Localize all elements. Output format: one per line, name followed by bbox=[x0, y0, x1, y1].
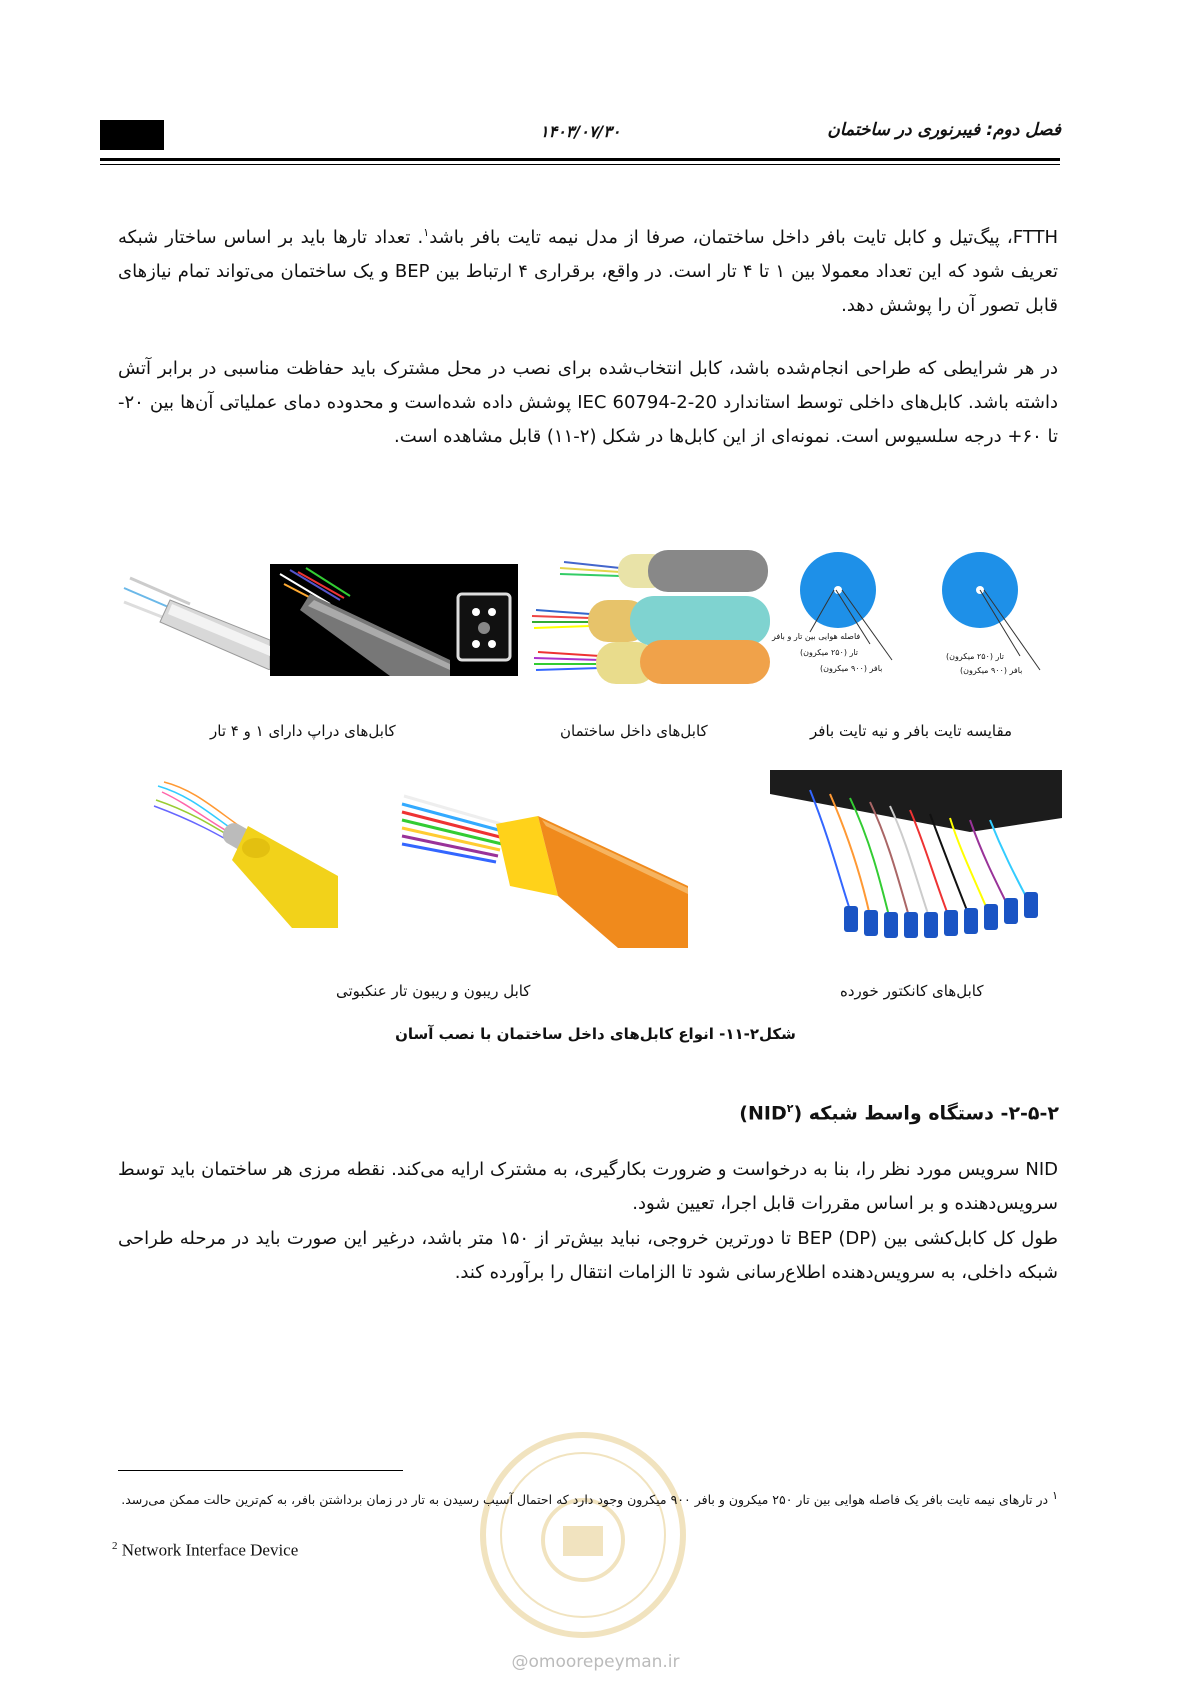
label-fiber-right: تار (۲۵۰ میکرون) bbox=[946, 652, 1005, 661]
paragraph-text: FTTH، پیگ‌تیل و کابل تایت بافر داخل ساختمان، صرفا از مدل نیمه تایت بافر باشد bbox=[429, 227, 1058, 248]
drop-cable-1-fiber-image bbox=[120, 560, 270, 670]
heading-text-close: ) bbox=[739, 1102, 748, 1125]
label-buffer-left: بافر (۹۰۰ میکرون) bbox=[820, 664, 883, 673]
footnote-1 bbox=[118, 1484, 1058, 1512]
publisher-seal-watermark bbox=[478, 1430, 688, 1640]
site-watermark: @omoorepeyman.ir bbox=[511, 1652, 680, 1672]
footnote-ref-1[interactable]: ۱ bbox=[423, 226, 430, 239]
drop-cable-4-fiber-image bbox=[270, 564, 518, 676]
caption-ribbon-cables: کابل ریبون و ریبون تار عنکبوتی bbox=[336, 982, 531, 1000]
footnote-ref-2[interactable]: ۲ bbox=[786, 1102, 794, 1115]
footnote-1-text: در تارهای نیمه تایت بافر یک فاصله هوایی بین تار ۲۵۰ میکرون و بافر ۹۰۰ میکرون وجود دارد که احتمال آسیب رسیدن به تار در زمان برداشتن بافر، به کم‌ترین حالت ممکن می‌رسد. bbox=[121, 1492, 1049, 1508]
caption-connector-cables: کابل‌های کانکتور خورده bbox=[840, 982, 984, 1000]
figure-title: شکل۲-۱۱- انواع کابل‌های داخل ساختمان با نصب آسان bbox=[395, 1025, 796, 1043]
buffer-comparison-image bbox=[790, 548, 1060, 682]
connectorized-cable-image bbox=[770, 770, 1062, 940]
label-gap: فاصله هوایی بین تار و بافر bbox=[772, 632, 861, 641]
caption-buffer-comparison: مقایسه تایت بافر و نیه تایت بافر bbox=[810, 722, 1013, 740]
heading-text: ۲-۵-۲- دستگاه واسط شبکه (NID bbox=[747, 1102, 1059, 1125]
ribbon-cable-image bbox=[398, 776, 688, 948]
spider-ribbon-cable-image bbox=[152, 776, 338, 928]
caption-drop-cables: کابل‌های دراپ دارای ۱ و ۴ تار bbox=[210, 722, 396, 740]
header-rule-thin bbox=[100, 164, 1060, 165]
footnote-2-text: Network Interface Device bbox=[121, 1540, 299, 1560]
paragraph-cable-length: طول کل کابل‌کشی بین BEP (DP) تا دورترین خروجی، نباید بیش‌تر از ۱۵۰ متر باشد، درغیر این صورت باید در مرحله طراحی شبکه داخلی، به سرویس‌دهنده اطلاع‌رسانی شود تا الزامات انتقال را برآورده کند. bbox=[118, 1228, 1058, 1283]
paragraph-fire-protection: در هر شرایطی که طراحی انجام‌شده باشد، کابل انتخاب‌شده برای نصب در محل مشترک باید حفاظت مناسبی در برابر آتش داشته باشد. کابل‌های داخلی توسط استاندارد IEC 60794-2-20 پوشش داده شده‌است و محدوده دمای عملیاتی آن‌ها بین ۲۰- تا ۶۰+ درجه سلسیوس است. نمونه‌ای از این کابل‌ها در شکل (۲-۱۱) قابل مشاهده است. bbox=[118, 358, 1058, 447]
header-rule-thick bbox=[100, 158, 1060, 161]
header-chapter-title: فصل دوم: فیبرنوری در ساختمان bbox=[827, 120, 1061, 140]
header-black-box bbox=[100, 120, 164, 150]
footnote-2 bbox=[112, 1540, 298, 1561]
footnote-1-mark: ۱ bbox=[1052, 1489, 1058, 1502]
label-buffer-right: بافر (۹۰۰ میکرون) bbox=[960, 666, 1023, 675]
section-heading bbox=[739, 1102, 1059, 1124]
footnote-rule bbox=[118, 1470, 403, 1471]
indoor-cables-image bbox=[530, 548, 770, 684]
label-fiber-left: تار (۲۵۰ میکرون) bbox=[800, 648, 859, 657]
footnote-2-mark: 2 bbox=[112, 1540, 118, 1552]
header-date: ۱۴۰۳/۰۷/۳۰ bbox=[540, 122, 621, 141]
caption-indoor-cables: کابل‌های داخل ساختمان bbox=[560, 722, 708, 740]
paragraph-nid: NID سرویس مورد نظر را، بنا به درخواست و ضرورت بکارگیری، به مشترک ارایه می‌کند. نقطه مرزی هر ساختمان باید توسط سرویس‌دهنده و بر اساس مقررات قابل اجرا، تعیین شود. bbox=[118, 1159, 1058, 1214]
paragraph-text: . تعداد تارها باید بر اساس ساختار شبکه تعریف شود که این تعداد معمولا بین ۱ تا ۴ تار است. در واقع، برقراری ۴ ارتباط بین BEP و یک ساختمان می‌تواند تمام نیازهای قابل تصور آن را پوشش دهد. bbox=[118, 227, 1059, 316]
paragraph-cable-type bbox=[118, 216, 1058, 323]
